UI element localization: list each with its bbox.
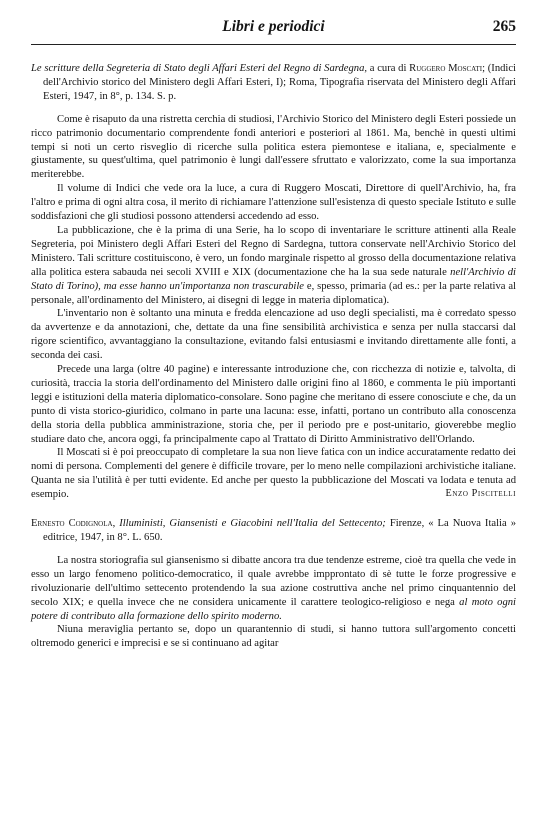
review1-paragraph-3-text-b: e, spesso, primaria (ad es.: per la parte relativa al personale, all'ordinamento del Ministero, ai disegni di legge in materia diplomatica). [31, 280, 516, 306]
review1-paragraph-3-text-a: La pubblicazione, che è la prima di una Serie, ha lo scopo di inventariare le scritture attinenti alla Reale Segreteria, poi Ministero degli Affari Esteri del Regno di Sardegna, tuttora conservate nell'Archivio Storico del Ministero. Tali scritture costituiscono, è vero, un fondo marginale rispetto al grosso della documentazione relativa alla politica estera sabauda nei secoli XVIII e XIX (documentazione che ha la sua sede naturale [31, 224, 516, 278]
review1-publication-details: ; (Indici dell'Archivio storico del Ministero degli Affari Esteri, I); Roma, Tipografia riservata del Ministero degli Affari Esteri, 1947, in 8°, p. 134. S. p. [43, 63, 516, 102]
review2-paragraph-1-text: La nostra storiografia sul giansenismo si dibatte ancora tra due tendenze estreme, cioè tra quella che vede in esso un largo fenomeno politico-democratico, il quale avrebbe impprontato di sè tutte le forze progressive e rivoluzionarie dell'ultimo settecento protendendo la sua azione costruttiva anche nel primo cinquantennio del secolo XIX; e quella invece che ne considera unicamente il carattere teologico-religioso e nega [31, 554, 516, 608]
running-head [31, 18, 516, 40]
review1-paragraph-5: Precede una larga (oltre 40 pagine) e interessante introduzione che, con ricchezza di notizie e, talvolta, di curiosità, traccia la storia dell'ordinamento del Ministero dalle origini fino al 1860, e commenta le più importanti leggi e istituzioni della materia diplomatico-consolare. Sono pagine che meritano di essere conosciute e che, da un punto di vista storico-giuridico, colmano in parte una lacuna: esse, infatti, portano un contributo alla conoscenza della storia della pubblica amministrazione, storia che, per il periodo pre e post-unitario, gioverebbe meglio studiare dato che, ancora oggi, fa principalmente capo al Trattato di Diritto Amministrativo dell'Orlando. [31, 364, 516, 445]
review2-paragraph-2: Niuna meraviglia pertanto se, dopo un quarantennio di studi, si hanno tuttora sull'argomento concetti oltremodo generici e imprecisi e se si continuano ad agitar [31, 624, 516, 650]
review1-paragraph-3 [31, 224, 516, 307]
reviewer-signature: Enzo Piscitelli [445, 488, 516, 500]
review2-publication-details: Firenze, « La Nuova Italia » editrice, 1947, in 8°. L. 650. [43, 518, 516, 543]
review1-reference [31, 62, 516, 104]
review1-reference-text: a cura di [367, 63, 410, 74]
review1-book-title: Le scritture della Segreteria di Stato degli Affari Esteri del Regno di Sardegna, [31, 63, 368, 74]
header-rule [31, 44, 516, 45]
review1-editor: Ruggero Moscati [409, 63, 483, 74]
review2-paragraph-1-italic: al moto ogni potere di contributo alla formazione dello spirito moderno. [31, 596, 516, 622]
review2-paragraph-1 [31, 554, 516, 624]
review2-author: Ernesto Codignola, [31, 518, 116, 530]
review1-paragraph-4: L'inventario non è soltanto una minuta e fredda elencazione ad uso degli specialisti, ma è corredato spesso da avvertenze e da annotazioni, che, dettate da una fine sensibilità archivistica e senza per nulla staccarsi dal rigore scientifico, avvantaggiano la consultazione, evitando falsi entusiasmi e invitando direttamente alle fonti, a seconda dei casi. [31, 308, 516, 362]
page-number: 265 [492, 18, 516, 35]
review1-paragraph-3-italic: nell'Archivio di Stato di Torino), ma esse hanno un'importanza non trascurabile [31, 266, 516, 292]
review1-paragraph-2: Il volume di Indici che vede ora la luce, a cura di Ruggero Moscati, Direttore di quell'Archivio, ha, fra l'altro e prima di ogni altra cosa, il merito di richiamare l'attenzione sull'esistenza di questo speciale Istituto e sulle soddisfazioni che gli studiosi possono attendersi accedendo ad esso. [31, 183, 516, 223]
review2-book-title: Illuministi, Giansenisti e Giacobini nell'Italia del Settecento; [115, 518, 386, 530]
review-separator [31, 499, 516, 513]
review1-paragraph-1: Come è risaputo da una ristretta cerchia di studiosi, l'Archivio Storico del Ministero degli Esteri possiede un ricco patrimonio documentario comprendente fondi anteriori e posteriori al 1861. Ma, benchè in questi ultimi tempi si noti un certo risveglio di ricerche sulla politica estera piemontese e italiana, e, specialmente e giustamente, su quest'ultima, quel patrimonio è lungi dall'essere sfruttato e valorizzato, come la sua importanza meriterebbe. [31, 113, 516, 181]
section-title: Libri e periodici [222, 18, 325, 35]
review2-reference [31, 517, 516, 545]
book-page [31, 18, 516, 651]
review1-paragraph-6: Il Moscati si è poi preoccupato di completare la sua non lieve fatica con un indice accuratamente redatto dei nomi di persona. Complementi del genere è difficile trovare, per lo meno nelle compilazioni archivistiche italiane. Quanta ne sia l'utilità è per tutti evidente. Ed anche per questo la pubblicazione del Moscati va lodata e tenuta ad esempio. [31, 447, 516, 501]
